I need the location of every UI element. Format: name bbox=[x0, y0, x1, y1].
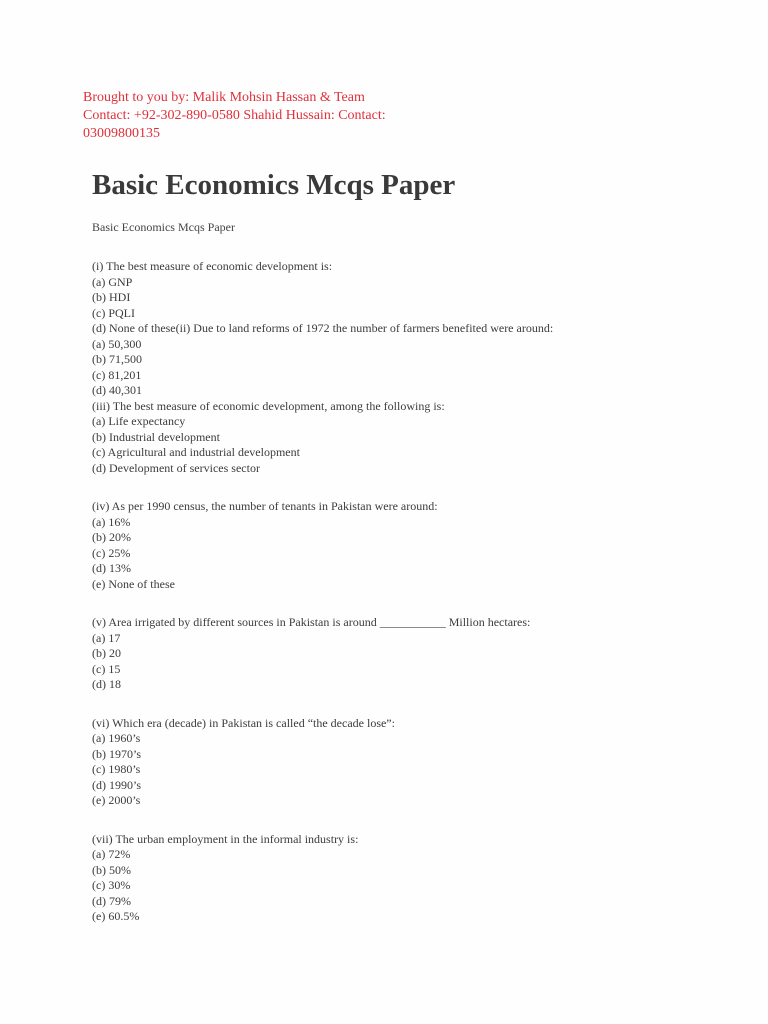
question-line: (iii) The best measure of economic development, among the following is: bbox=[92, 398, 445, 413]
option-line: (b) Industrial development bbox=[92, 429, 220, 444]
question-block-vi bbox=[92, 716, 553, 809]
credits-phone-line: 03009800135 bbox=[83, 126, 160, 141]
option-line: (a) 16% bbox=[92, 514, 131, 529]
credits-contact-line: Contact: +92-302-890-0580 Shahid Hussain: Contact: bbox=[83, 108, 386, 123]
option-line: (b) 71,500 bbox=[92, 352, 142, 366]
option-line: (d) 13% bbox=[92, 561, 131, 575]
option-line: (c) 25% bbox=[92, 545, 131, 560]
option-line: (e) None of these bbox=[92, 576, 175, 591]
question-block-v bbox=[92, 615, 553, 693]
option-line: (d) Development of services sector bbox=[92, 460, 260, 475]
option-line: (e) 2000’s bbox=[92, 793, 141, 807]
page-title: Basic Economics Mcqs Paper bbox=[92, 169, 456, 201]
question-block-iv bbox=[92, 499, 553, 592]
questions-body bbox=[92, 259, 553, 925]
question-line: (vi) Which era (decade) in Pakistan is called “the decade lose”: bbox=[92, 715, 395, 730]
credits-line: Brought to you by: Malik Mohsin Hassan & Team bbox=[83, 90, 365, 105]
option-line: (c) Agricultural and industrial development bbox=[92, 445, 300, 459]
option-line: (d) 40,301 bbox=[92, 383, 142, 397]
option-line: (a) GNP bbox=[92, 274, 133, 289]
question-block-vii bbox=[92, 832, 553, 925]
credits-block bbox=[83, 89, 423, 143]
option-line: (b) 50% bbox=[92, 862, 131, 877]
option-line: (a) 50,300 bbox=[92, 336, 142, 351]
option-line: (c) 1980’s bbox=[92, 762, 141, 776]
page-subtitle: Basic Economics Mcqs Paper bbox=[92, 220, 235, 234]
option-line: (c) PQLI bbox=[92, 305, 135, 320]
option-line: (a) 17 bbox=[92, 630, 121, 645]
option-line: (b) 20 bbox=[92, 646, 121, 660]
option-line: (c) 30% bbox=[92, 878, 131, 892]
option-line: (c) 81,201 bbox=[92, 367, 142, 382]
option-line: (d) None of these(ii) Due to land reforms of 1972 the number of farmers benefited were around: bbox=[92, 321, 554, 335]
option-line: (e) 60.5% bbox=[92, 909, 140, 923]
option-line: (a) 72% bbox=[92, 847, 131, 861]
question-line: (iv) As per 1990 census, the number of tenants in Pakistan were around: bbox=[92, 499, 438, 513]
option-line: (a) Life expectancy bbox=[92, 414, 186, 428]
question-line: (vii) The urban employment in the informal industry is: bbox=[92, 831, 359, 846]
option-line: (b) 1970’s bbox=[92, 746, 141, 761]
option-line: (d) 1990’s bbox=[92, 777, 141, 792]
option-line: (c) 15 bbox=[92, 661, 121, 676]
option-line: (a) 1960’s bbox=[92, 731, 141, 745]
question-block-i-iii bbox=[92, 259, 553, 476]
option-line: (b) 20% bbox=[92, 530, 131, 544]
question-line: (v) Area irrigated by different sources in Pakistan is around ___________ Million hectares: bbox=[92, 615, 531, 629]
option-line: (d) 18 bbox=[92, 677, 121, 691]
question-line: (i) The best measure of economic development is: bbox=[92, 259, 333, 273]
option-line: (d) 79% bbox=[92, 893, 131, 908]
option-line: (b) HDI bbox=[92, 290, 131, 304]
